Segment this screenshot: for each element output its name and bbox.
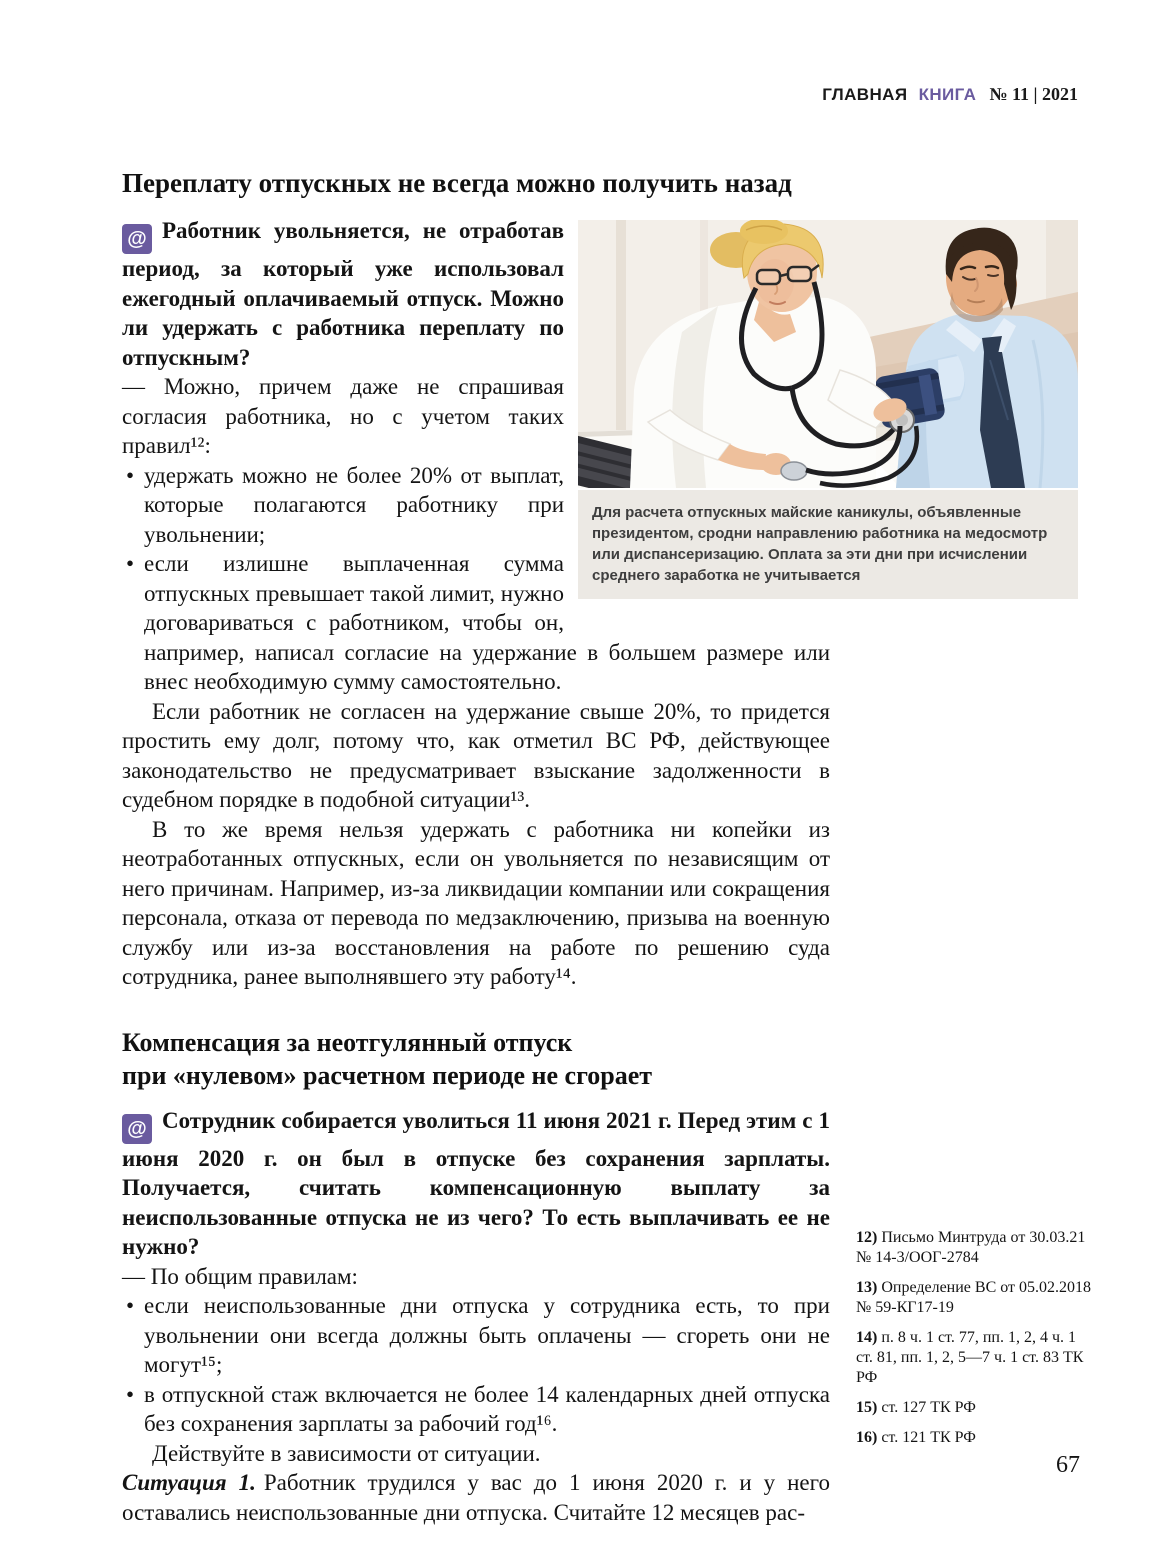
list-item: • если излишне выплаченная сумма отпускных превышает такой лимит, нужно договариваться с работником, чтобы он, например, написал согласие на удержание в большем размере или внес необходимую сумму самостоятельно. <box>122 549 830 697</box>
footnote-text: ст. 127 ТК РФ <box>881 1399 976 1416</box>
rules-list-2 <box>122 1291 830 1439</box>
article-title-2-line1: Компенсация за неотгулянный отпуск <box>122 1027 573 1057</box>
question-at-icon: @ <box>122 224 152 254</box>
list-item: • в отпускной стаж включается не более 14 календарных дней отпуска без сохранения зарплаты за рабочий год¹⁶. <box>122 1380 830 1439</box>
footnote <box>856 1398 1096 1418</box>
masthead-brand-part1: ГЛАВНАЯ <box>822 85 908 104</box>
question-paragraph-2 <box>122 1106 830 1262</box>
list-item: • если неиспользованные дни отпуска у сотрудника есть, то при увольнении они всегда должны быть оплачены — сгореть они не могут¹⁵; <box>122 1291 830 1380</box>
footnote-text: Письмо Минтруда от 30.03.21 № 14-3/ООГ-2784 <box>856 1229 1086 1266</box>
footnote-text: ст. 121 ТК РФ <box>881 1429 976 1446</box>
footnote-number: 14) <box>856 1329 878 1346</box>
article-title-2 <box>122 1026 830 1092</box>
doctor-photo-illustration <box>578 220 1078 488</box>
doctor-photo <box>578 220 1078 488</box>
body-paragraph: Действуйте в зависимости от ситуации. <box>152 1440 541 1466</box>
footnote-number: 16) <box>856 1429 878 1446</box>
list-item: • удержать можно не более 20% от выплат, которые полагаются работнику при увольнении; <box>122 461 830 550</box>
question-text-1: Работник увольняется, не отработав период, за который уже использовал ежегодный оплачиваемый отпуск. Можно ли удержать с работника переплату по отпускным? <box>122 218 564 370</box>
masthead-brand-part2: КНИГА <box>918 85 977 104</box>
photo-caption: Для расчета отпускных майские каникулы, объявленные президентом, сродни направлению работника на медосмотр или диспансеризацию. Оплата за эти дни при исчислении среднего заработка не учитывается <box>578 490 1078 599</box>
page-number: 67 <box>1056 1452 1080 1478</box>
footnote <box>856 1328 1096 1388</box>
footnote-number: 13) <box>856 1279 878 1296</box>
answer-intro-2: — По общим правилам: <box>122 1263 358 1289</box>
body-paragraph: В то же время нельзя удержать с работника ни копейки из неотработанных отпускных, если он увольняется по независящим от него причинам. Например, из-за ликвидации компании или сокращения персонала, отказа от перевода по медзаключению, призыва на военную службу или из-за восстановления на работе по решению суда сотрудника, ранее выполнявшего эту работу¹⁴. <box>122 816 830 989</box>
body-paragraph: Если работник не согласен на удержание свыше 20%, то придется простить ему долг, потому что, как отметил ВС РФ, действующее законодательство не предусматривает взыскание задолженности в судебном порядке в подобной ситуации¹³. <box>122 698 830 812</box>
footnote-number: 12) <box>856 1229 878 1246</box>
margin-footnotes <box>856 1228 1096 1458</box>
article-title-1: Переплату отпускных не всегда можно получить назад <box>122 168 792 198</box>
masthead <box>822 84 1078 105</box>
situation-paragraph <box>122 1468 830 1527</box>
footnote <box>856 1428 1096 1448</box>
situation-text: Работник трудился у вас до 1 июня 2020 г. и у него оставались неиспользованные дни отпуска. Считайте 12 месяцев рас- <box>122 1470 830 1525</box>
question-text-2: Сотрудник собирается уволиться 11 июня 2021 г. Перед этим с 1 июня 2020 г. он был в отпуске без сохранения зарплаты. Получается, считать компенсационную выплату за неиспользованные отпуска не из чего? То есть выплачивать ее не нужно? <box>122 1107 830 1259</box>
masthead-issue: № 11 | 2021 <box>989 84 1078 104</box>
footnote-text: п. 8 ч. 1 ст. 77, пп. 1, 2, 4 ч. 1 ст. 81, пп. 1, 2, 5—7 ч. 1 ст. 83 ТК РФ <box>856 1329 1084 1386</box>
footnote <box>856 1228 1096 1268</box>
situation-lead: Ситуация 1. <box>122 1470 256 1495</box>
article-title-2-line2: при «нулевом» расчетном периоде не сгорает <box>122 1060 653 1090</box>
footnote <box>856 1278 1096 1318</box>
question-at-icon: @ <box>122 1114 152 1144</box>
answer-intro-1: — Можно, причем даже не спрашивая согласия работника, но с учетом таких правил¹²: <box>122 374 564 458</box>
footnote-number: 15) <box>856 1399 878 1416</box>
footnote-text: Определение ВС от 05.02.2018 № 59-КГ17-19 <box>856 1279 1092 1316</box>
rules-list-1 <box>122 461 830 697</box>
